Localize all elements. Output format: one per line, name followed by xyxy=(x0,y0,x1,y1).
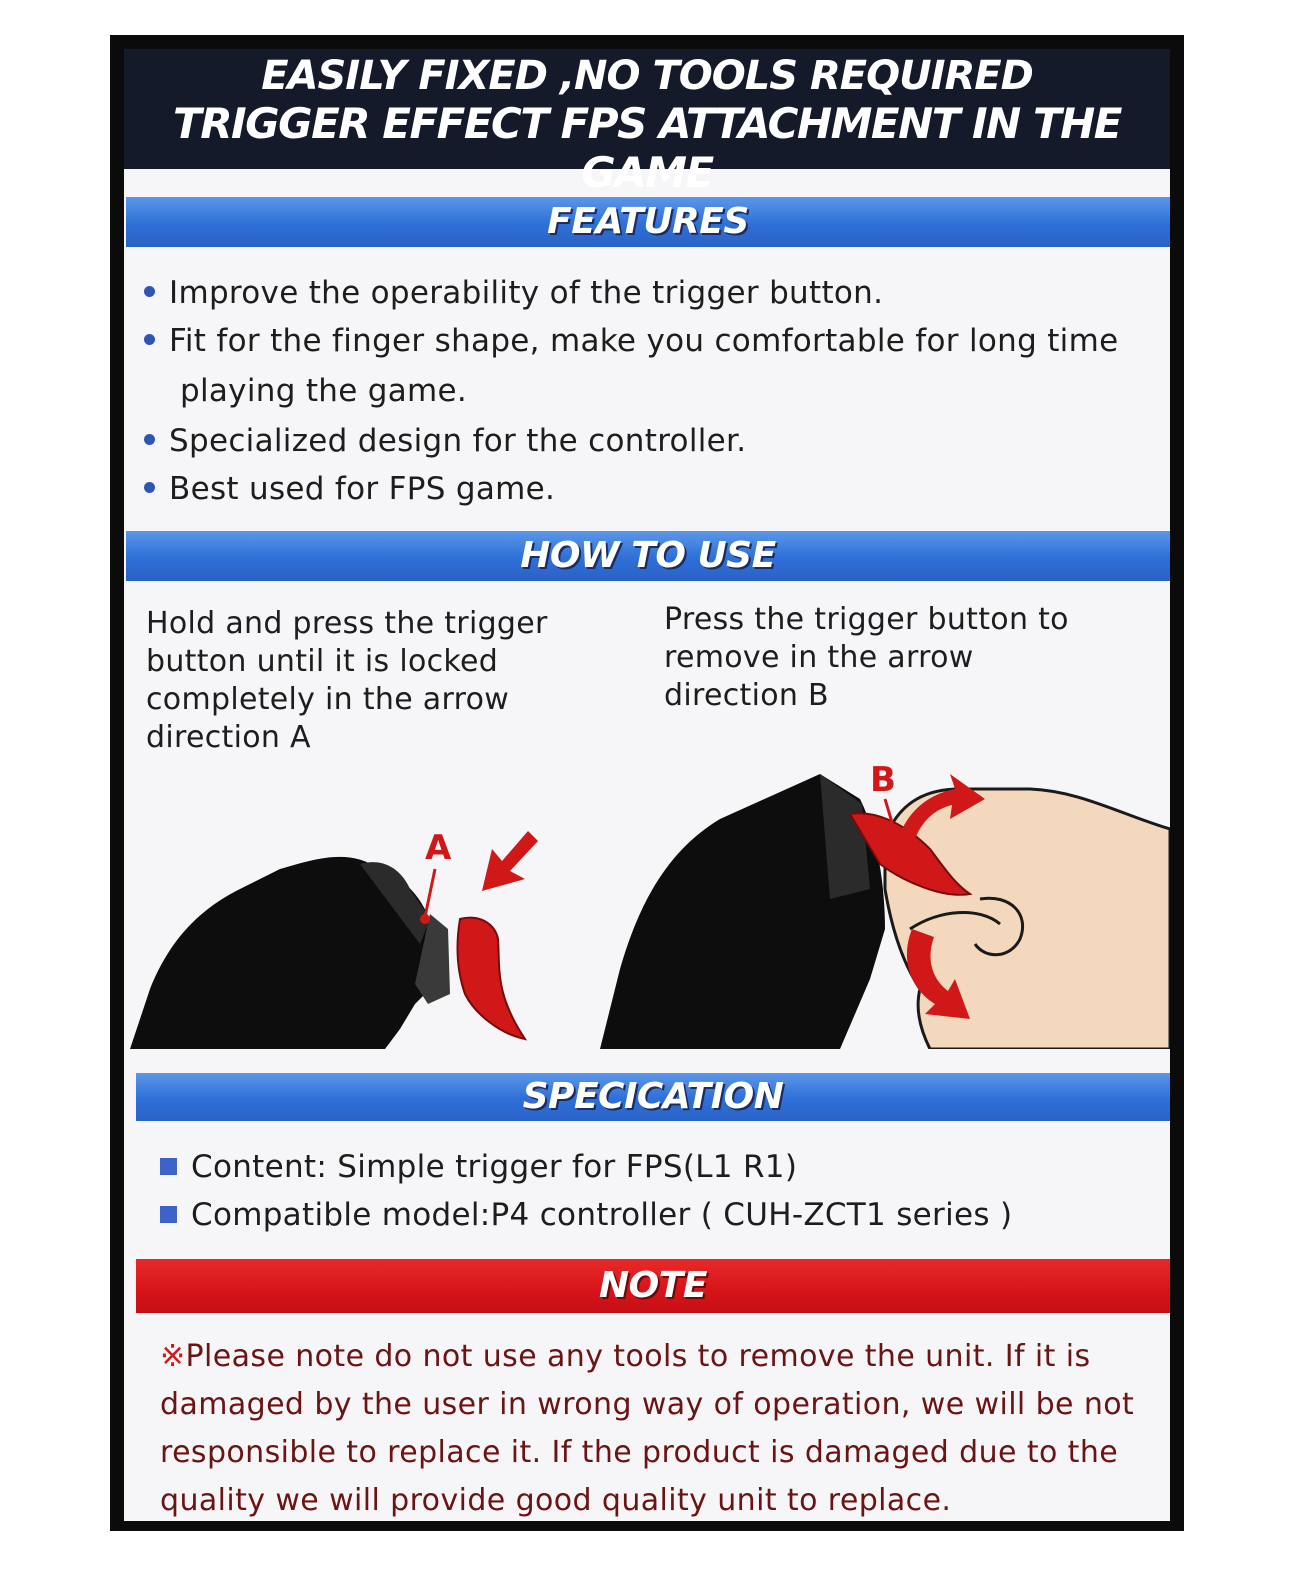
specification-header xyxy=(136,1073,1170,1121)
specification-item: Content: Simple trigger for FPS(L1 R1) xyxy=(160,1149,797,1185)
note-title: NOTE xyxy=(599,1265,707,1306)
how-to-use-header xyxy=(126,531,1170,581)
banner-subheadline: TRIGGER EFFECT FPS ATTACHMENT IN THE GAME xyxy=(173,99,1121,197)
bullet-square-icon xyxy=(160,1206,177,1223)
arrow-a-label: A xyxy=(425,828,452,868)
specification-item: Compatible model:P4 controller ( CUH-ZCT1 series ) xyxy=(160,1197,1012,1233)
bullet-square-icon xyxy=(160,1158,177,1175)
features-header xyxy=(126,197,1170,247)
note-header xyxy=(136,1259,1170,1313)
reference-mark-icon: ※ xyxy=(160,1339,186,1374)
how-to-use-title: HOW TO USE xyxy=(520,535,776,576)
arrow-b-label: B xyxy=(870,760,896,800)
note-body: Please note do not use any tools to remove the unit. If it is damaged by the user in wrong way of operation, we will be not responsible to replace it. If the product is damaged due to the quality we will provide good quality unit to replace. xyxy=(160,1339,1135,1518)
feature-item-continuation: playing the game. xyxy=(180,373,468,409)
removal-illustration xyxy=(600,729,1170,1049)
top-banner xyxy=(124,49,1170,197)
bullet-dot-icon xyxy=(144,334,155,345)
note-paragraph xyxy=(160,1333,1150,1521)
instruction-card xyxy=(110,35,1184,1531)
feature-item: Specialized design for the controller. xyxy=(144,423,746,459)
red-trigger-shape xyxy=(458,918,525,1039)
instruction-panel xyxy=(124,49,1170,1521)
feature-item: Fit for the finger shape, make you comfortable for long time xyxy=(144,323,1118,359)
step-a-instructions: Hold and press the trigger button until it is locked completely in the arrow direction A xyxy=(146,606,548,755)
bullet-dot-icon xyxy=(144,482,155,493)
bullet-dot-icon xyxy=(144,286,155,297)
step-b-instructions: Press the trigger button to remove in the arrow direction B xyxy=(664,602,1069,713)
feature-item: Best used for FPS game. xyxy=(144,471,555,507)
banner-headline: EASILY FIXED ,NO TOOLS REQUIRED xyxy=(261,53,1033,99)
install-illustration xyxy=(130,779,560,1049)
features-title: FEATURES xyxy=(547,201,749,242)
specification-title: SPECICATION xyxy=(522,1076,784,1117)
arrow-a-icon xyxy=(482,831,538,891)
bullet-dot-icon xyxy=(144,434,155,445)
feature-item: Improve the operability of the trigger button. xyxy=(144,275,883,311)
